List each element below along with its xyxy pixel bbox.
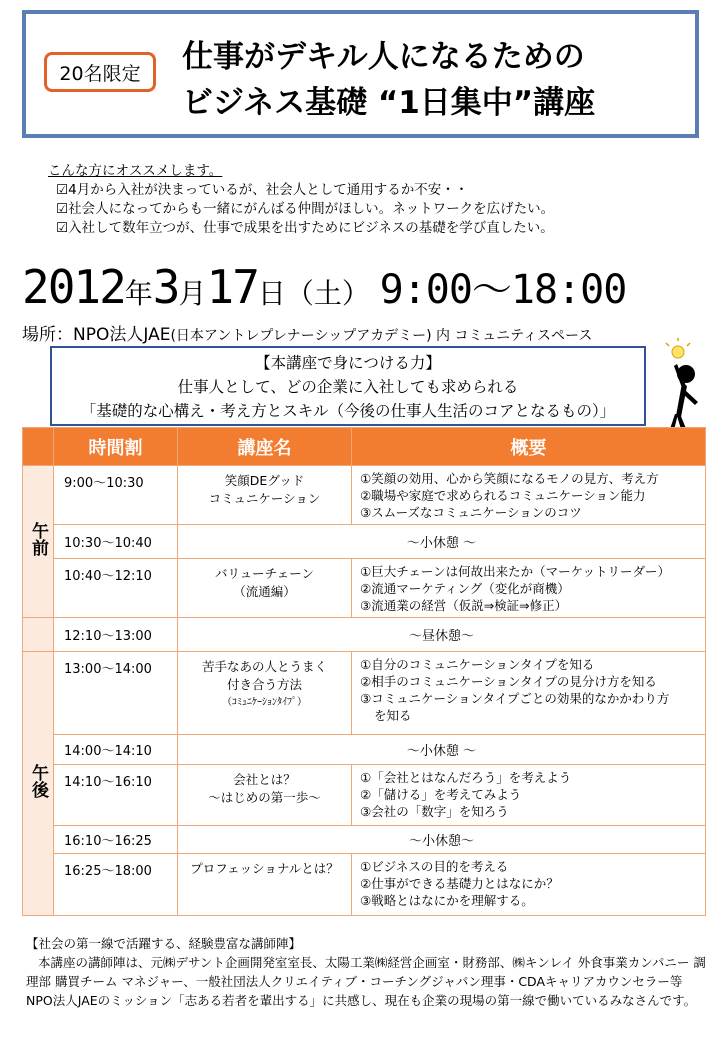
venue — [22, 320, 592, 345]
capacity-badge: 20名限定 — [44, 52, 156, 92]
session-name: バリューチェーン （流通編） — [178, 559, 352, 618]
table-row — [23, 765, 706, 826]
break-label: ～小休憩 ～ — [178, 735, 706, 765]
session-name: 会社とは？ ～はじめの第一歩～ — [178, 765, 352, 826]
table-row — [23, 735, 706, 765]
date-year: 2012 — [22, 260, 125, 314]
session-time: 13:00～14:00 — [54, 652, 178, 735]
session-time: 9:00～10:30 — [54, 466, 178, 525]
venue-label: 場所：NPO法人JAE — [22, 325, 171, 345]
break-time: 10:30～10:40 — [54, 525, 178, 559]
header-banner — [22, 10, 699, 138]
table-row — [23, 854, 706, 916]
break-time: 12:10～13:00 — [54, 618, 178, 652]
header-period-cell — [23, 428, 54, 466]
date-day: 17 — [206, 260, 258, 314]
date-year-unit: 年 — [124, 277, 153, 310]
lunch-label: ～昼休憩～ — [178, 618, 706, 652]
instructors-section — [26, 934, 706, 1010]
table-row — [23, 652, 706, 735]
session-summary: ①「会社とはなんだろう」を考えよう ②「儲ける」を考えてみよう ③会社の「数字」を知ろう — [352, 765, 706, 826]
date-weekday: （土） — [285, 277, 370, 310]
skills-callout — [50, 346, 646, 426]
break-time: 14:00～14:10 — [54, 735, 178, 765]
session-time: 10:40～12:10 — [54, 559, 178, 618]
table-row — [23, 826, 706, 854]
event-time: 9:00～18:00 — [379, 267, 627, 313]
title-line-1: 仕事がデキル人になるための — [182, 39, 585, 75]
afternoon-label: 午後 — [23, 652, 54, 916]
break-label: ～小休憩～ — [178, 826, 706, 854]
table-row — [23, 559, 706, 618]
date-month: 3 — [152, 260, 179, 314]
event-date — [22, 258, 626, 315]
recommendation-item: ☑4月から入社が決まっているが、社会人として通用するか不安・・ — [56, 182, 469, 198]
title-line-2: ビジネス基礎 “1日集中”講座 — [182, 85, 596, 121]
venue-detail: (日本アントレプレナーシップアカデミー) 内 コミュニティスペース — [170, 328, 593, 344]
table-row — [23, 618, 706, 652]
header-summary: 概要 — [352, 428, 706, 466]
session-name: 苦手なあの人とうまく 付き合う方法 （ｺﾐｭﾆｹｰｼｮﾝﾀｲﾌﾟ） — [178, 652, 352, 735]
date-day-unit: 日 — [257, 277, 286, 310]
session-summary: ①巨大チェーンは何故出来たか（マーケットリーダー） ②流通マーケティング（変化が商機） ③流通業の経営（仮説⇒検証⇒修正） — [352, 559, 706, 618]
header-time: 時間割 — [54, 428, 178, 466]
session-summary: ①笑顔の効用、心から笑顔になるモノの見方、考え方 ②職場や家庭で求められるコミュニケーション能力 ③スムーズなコミュニケーションのコツ — [352, 466, 706, 525]
break-label: ～小休憩 ～ — [178, 525, 706, 559]
session-time: 14:10～16:10 — [54, 765, 178, 826]
table-row — [23, 525, 706, 559]
session-summary: ①ビジネスの目的を考える ②仕事ができる基礎力とはなにか？ ③戦略とはなにかを理解する。 — [352, 854, 706, 916]
session-summary: ①自分のコミュニケーションタイプを知る ②相手のコミュニケーションタイプの見分け方を知る ③コミュニケーションタイプごとの効果的なかかわり方 を知る — [352, 652, 706, 735]
recommendation-item: ☑社会人になってからも一緒にがんばる仲間がほしい。ネットワークを広げたい。 — [56, 201, 555, 217]
date-month-unit: 月 — [178, 277, 207, 310]
schedule-table — [22, 427, 706, 916]
session-name: 笑顔DEグッド コミュニケーション — [178, 466, 352, 525]
page-title — [182, 34, 692, 126]
table-header-row — [23, 428, 706, 466]
session-time: 16:25～18:00 — [54, 854, 178, 916]
table-row — [23, 466, 706, 525]
skills-heading: 【本講座で身につける力】 — [255, 354, 441, 372]
recommendation-heading: こんな方にオススメします。 — [48, 163, 223, 179]
recommendation-item: ☑入社して数年立つが、仕事で成果を出すためにビジネスの基礎を学び直したい。 — [56, 220, 554, 236]
morning-label: 午前 — [23, 466, 54, 618]
instructors-heading: 【社会の第一線で活躍する、経験豊富な講師陣】 — [26, 936, 302, 951]
recommendation-list — [48, 162, 554, 238]
lunch-period-cell — [23, 618, 54, 652]
skills-line: 仕事人として、どの企業に入社しても求められる — [177, 378, 519, 396]
break-time: 16:10～16:25 — [54, 826, 178, 854]
skills-line: 「基礎的な心構え・考え方とスキル（今後の仕事人生活のコアとなるもの）」 — [80, 402, 616, 420]
instructors-body: 本講座の講師陣は、元㈱デサント企画開発室室長、太陽工業㈱経営企画室・財務部、㈱キンレイ 外食事業カンパニー 調理部 購買チーム マネジャー、一般社団法人クリエイティブ・コーチングジャパン理事・CDAキャリアカウンセラー等 NPO法人JAEのミッション「志ある若者を輩出する」に共感し、現在も企業の現場の第一線で働いているみなさんです。 — [26, 955, 706, 1008]
session-name: プロフェッショナルとは？ — [178, 854, 352, 916]
header-course-name: 講座名 — [178, 428, 352, 466]
